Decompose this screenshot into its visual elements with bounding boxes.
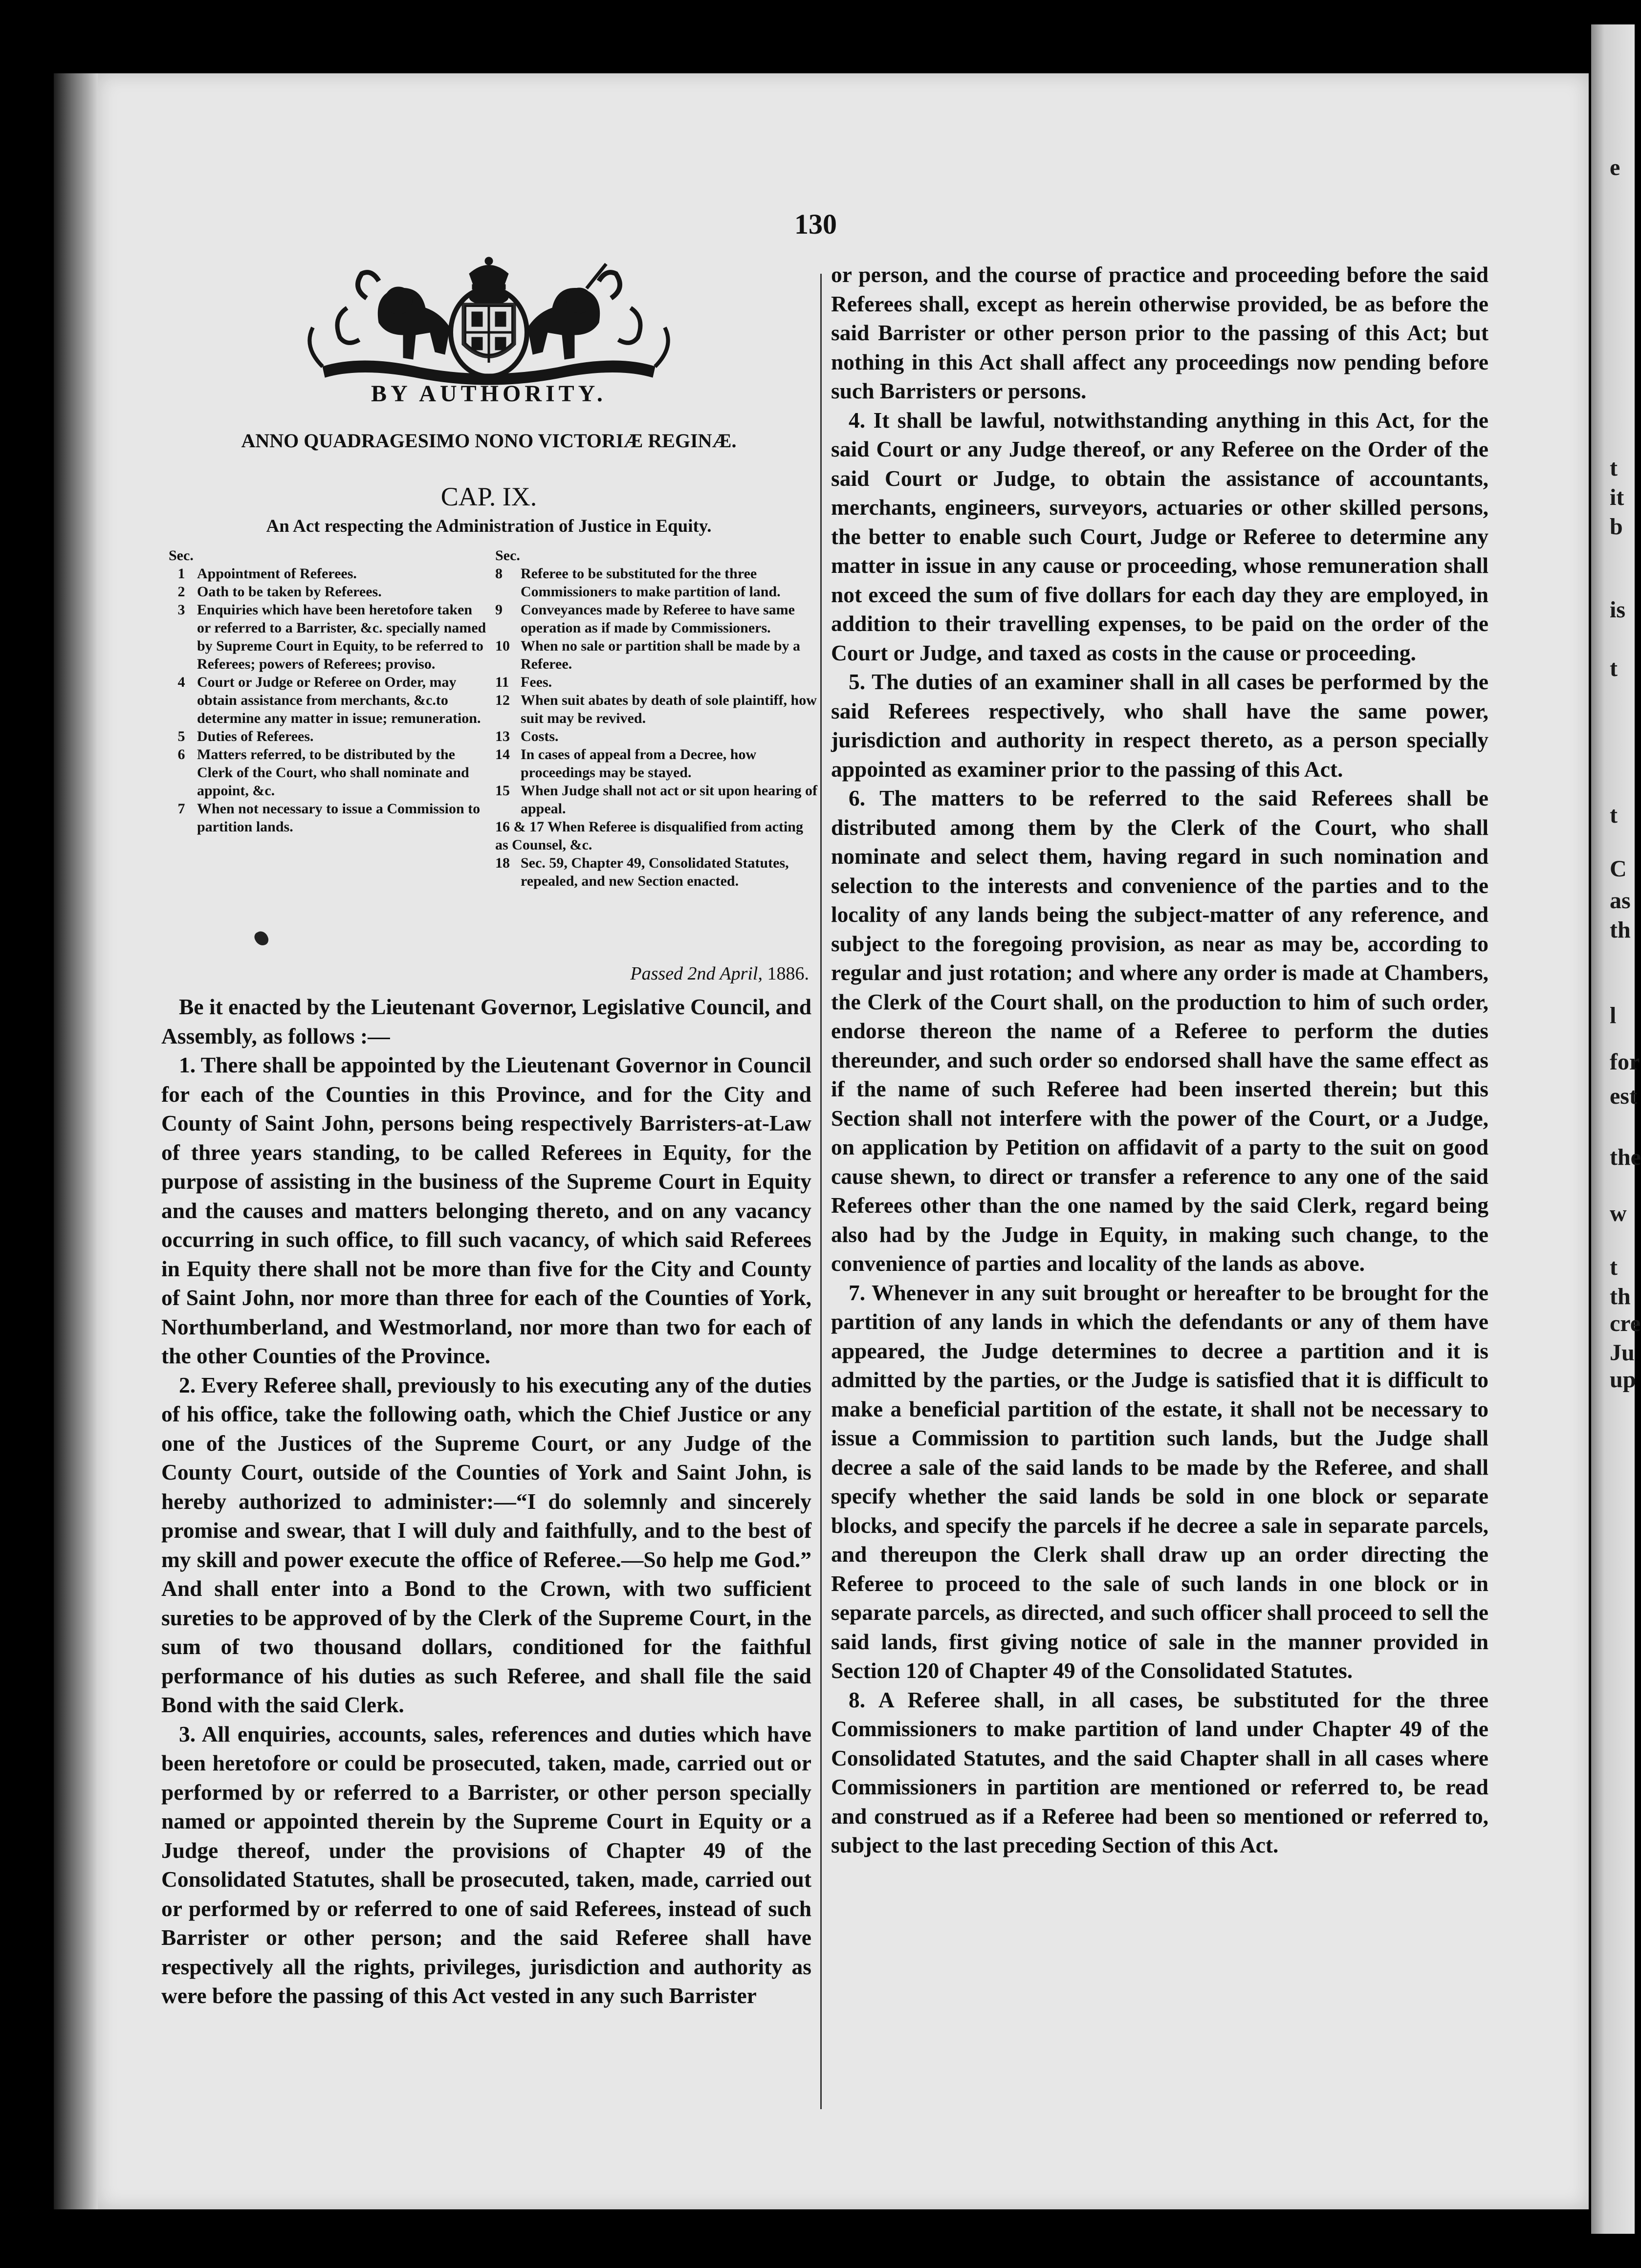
act-title: An Act respecting the Administration of Justice in Equity. <box>266 516 712 536</box>
toc-entry <box>495 637 818 673</box>
toc-entry-number: 9 <box>495 602 503 618</box>
toc-entry-text: When not necessary to issue a Commission to partition lands. <box>197 801 481 835</box>
page-number: 130 <box>794 208 837 240</box>
toc-entry-text: Matters referred, to be distributed by the Clerk of the Court, who shall nominate and appoint, &c. <box>197 746 469 799</box>
passed-date <box>161 963 809 984</box>
toc-entry-text: Sec. 59, Chapter 49, Consolidated Statutes, repealed, and new Section enacted. <box>521 855 789 889</box>
next-page-fragment: as <box>1610 888 1631 914</box>
toc-entry-number: 7 <box>177 801 185 817</box>
toc-entry-number: 18 <box>495 855 510 871</box>
royal-coat-of-arms-icon <box>293 254 684 386</box>
toc-entry-number: 6 <box>177 746 185 763</box>
toc-entry-text: Conveyances made by Referee to have same operation as if made by Commissioners. <box>521 602 795 636</box>
section-2: 2. Every Referee shall, previously to his executing any of the duties of his office, take the following oath, which the Chief Justice or any one of the Justices of the Supreme Court, or any Judge of the County Court, outside of the Counties of York and Saint John, is hereby authorized to administer:—“I do solemnly and sincerely promise and swear, that I will duly and faithfully, and to the best of my skill and power execute the office of Referee.—So help me God.” And shall enter into a Bond to the Crown, with two sufficient sureties to be approved of by the Clerk of the Supreme Court, in the sum of two thousand dollars, conditioned for the faithful performance of his duties as such Referee, and shall file the said Bond with the said Clerk. <box>161 1372 811 1717</box>
section-3-continued: or person, and the course of practice and proceeding before the said Referees shall, except as herein otherwise provided, be as before the said Barrister or other person prior to the passing of this Act; but nothing in this Act shall affect any proceedings now pending before such Barristers or persons. <box>831 262 1488 403</box>
toc-entry <box>495 727 818 745</box>
next-page-fragment: e <box>1610 154 1620 180</box>
toc-entry-number: 8 <box>495 566 503 582</box>
toc-entry <box>169 565 486 583</box>
section-index-right-column <box>495 546 818 890</box>
next-page-fragment: l <box>1610 1003 1617 1028</box>
next-page-fragment: up <box>1610 1367 1636 1393</box>
right-column-body <box>831 260 1488 1860</box>
next-page-fragment: t <box>1610 802 1618 828</box>
toc-entry <box>495 691 818 727</box>
toc-entry <box>169 745 486 800</box>
next-page-fragment: for <box>1610 1049 1640 1075</box>
toc-entry-text: Court or Judge or Referee on Order, may obtain assistance from merchants, &c.to determine any matter in issue; remuneration. <box>197 674 481 726</box>
next-page-fragment: cre <box>1610 1310 1641 1336</box>
section-3: 3. All enquiries, accounts, sales, references and duties which have been heretofore or could be prosecuted, taken, made, carried out or performed by or referred to a Barrister, or other person specially named or appointed therein by the Supreme Court in Equity or a Judge thereof, under the provisions of Chapter 49 of the Consolidated Statutes, shall be prosecuted, taken, made, carried out or performed by or referred to one of said Referees, instead of such Barrister or other person; and the said Referee shall have respectively all the rights, privileges, jurisdiction and authority as were before the passing of this Act vested in any such Barrister <box>161 1721 811 2008</box>
sec-label: Sec. <box>169 547 194 564</box>
section-1: 1. There shall be appointed by the Lieutenant Governor in Council for each of the Counties in this Province, and for the City and County of Saint John, persons being respectively Barristers-at-Law of three years standing, to be called Referees in Equity, for the purpose of assisting in the business of the Supreme Court in Equity and the causes and matters belonging thereto, and on any vacancy occurring in such office, to fill such vacancy, of which said Referees in Equity there shall not be more than five for the City and County of Saint John, nor more than three for each of the Counties of York, Northumberland, and Westmorland, nor more than two for each of the other Counties of the Province. <box>161 1052 811 1368</box>
toc-entry <box>169 800 486 836</box>
section-7: 7. Whenever in any suit brought or hereafter to be brought for the partition of any lands in which the defendants or any of them have appeared, the Judge determines to decree a partition and it is admitted by the parties, or the Judge is satisfied that it is difficult to make a beneficial partition of the estate, it shall not be necessary to issue a Commission to partition such lands, but the Judge shall decree a sale of the said lands to be made by the Referee, and shall specify whether the said lands be sold in one block or separate blocks, and specify the parcels if he decree a sale in separate parcels, and thereupon the Clerk shall draw up an order directing the Referee to proceed to the sale of such lands in one block or in separate parcels, as directed, and such officer shall proceed to sell the said lands, first giving notice of sale in the manner provided in Section 120 of Chapter 49 of the Consolidated Statutes. <box>831 1280 1488 1683</box>
toc-entry-text: Appointment of Referees. <box>197 566 357 582</box>
toc-entry <box>495 673 818 691</box>
toc-entry-text: Costs. <box>521 728 559 744</box>
left-column-body <box>161 992 811 2010</box>
next-page-fragment: t <box>1610 455 1618 481</box>
toc-entry <box>169 601 486 673</box>
toc-entry-text: When Referee is disqualified from acting as Counsel, &c. <box>495 819 803 853</box>
next-page-fragment: est <box>1610 1083 1637 1109</box>
toc-entry <box>495 818 818 854</box>
toc-entry-number: 3 <box>177 602 185 618</box>
section-6: 6. The matters to be referred to the said Referees shall be distributed among them by the Clerk of the Court, who shall nominate and select them, having regard in such nomination and selection to the interests and convenience of the parties and to the locality of any lands being the subject-matter of any reference, and subject to the foregoing provision, as near as may be, according to regular and just rotation; and where any order is made at Chambers, the Clerk of the Court shall, on the production to him of such order, endorse thereon the name of a Referee to perform the duties thereunder, and such order so endorsed shall have the same effect as if the name of such Referee had been inserted therein; but this Section shall not interfere with the power of the Court, or a Judge, on application by Petition on affidavit of a party to the suit on good cause shewn, to direct or transfer a reference to any one of the said Referees other than the one named by the said Clerk, regard being also had by the Judge in Equity, in making such change, to the convenience of parties and locality of the lands as above. <box>831 785 1488 1276</box>
next-page-fragment: w <box>1610 1200 1627 1226</box>
next-page-fragment: the <box>1610 1144 1641 1170</box>
next-page-fragment: is <box>1610 597 1626 623</box>
chapter-heading: CAP. IX. <box>440 482 537 511</box>
next-page-fragment: th <box>1610 1284 1631 1309</box>
next-page-fragment: Ju <box>1610 1340 1635 1366</box>
toc-entry <box>169 673 486 727</box>
section-8: 8. A Referee shall, in all cases, be substituted for the three Commissioners to make partition of land under Chapter 49 of the Consolidated Statutes, and the said Chapter shall in all cases where Commissioners in partition are mentioned or referred to, be read and construed as if a Referee had been so mentioned or referred to, subject to the last preceding Section of this Act. <box>831 1687 1488 1857</box>
adjacent-page-edge <box>1591 24 1641 2234</box>
toc-entry-text: When suit abates by death of sole plaintiff, how suit may be revived. <box>521 692 817 726</box>
toc-entry <box>495 782 818 818</box>
toc-entry <box>169 583 486 601</box>
enacting-clause: Be it enacted by the Lieutenant Governor, Legislative Council, and Assembly, as follows :— <box>161 994 811 1048</box>
toc-entry <box>169 727 486 745</box>
toc-entry-number: 1 <box>177 566 185 582</box>
toc-entry-text: In cases of appeal from a Decree, how proceedings may be stayed. <box>521 746 757 781</box>
section-4: 4. It shall be lawful, notwithstanding anything in this Act, for the said Court or any Judge thereof, or any Referee on the Order of the said Court or Judge, to obtain the assistance of accountants, merchants, engineers, surveyors, actuaries or other skilled persons, the better to enable such Court, Judge or Referee to determine any matter in issue in any cause or proceeding, whose remuneration shall not exceed the sum of five dollars for each day they are employed, in addition to their travelling expenses, to be paid on the order of the Court or Judge, and taxed as costs in the cause or proceeding. <box>831 407 1488 665</box>
column-divider <box>820 274 822 2109</box>
toc-entry-text: Referee to be substituted for the three Commissioners to make partition of land. <box>521 566 781 600</box>
toc-entry <box>495 565 818 601</box>
toc-entry-text: When no sale or partition shall be made by a Referee. <box>521 638 801 672</box>
toc-entry-text: Duties of Referees. <box>197 728 314 744</box>
next-page-fragment: t <box>1610 655 1618 681</box>
toc-entry-number: 13 <box>495 728 510 744</box>
passed-label: Passed 2nd April, <box>630 963 763 984</box>
section-5: 5. The duties of an examiner shall in all cases be performed by the said Referees respectively, who shall have the same power, jurisdiction and authority in respect thereto, as a person specially appointed as examiner prior to the passing of this Act. <box>831 669 1488 782</box>
toc-entry-text: Fees. <box>521 674 552 690</box>
next-page-fragment: t <box>1610 1254 1618 1280</box>
toc-entry-number: 15 <box>495 783 510 799</box>
toc-entry-text: When Judge shall not act or sit upon hearing of appeal. <box>521 783 818 817</box>
toc-entry-number: 10 <box>495 638 510 654</box>
next-page-fragment: th <box>1610 917 1631 943</box>
regnal-year-heading: ANNO QUADRAGESIMO NONO VICTORIÆ REGINÆ. <box>241 430 737 452</box>
sec-label: Sec. <box>495 547 520 564</box>
toc-entry-number: 12 <box>495 692 510 708</box>
toc-entry-number: 2 <box>177 584 185 600</box>
toc-entry <box>495 601 818 637</box>
section-index-left-column <box>169 546 486 836</box>
toc-entry <box>495 745 818 782</box>
toc-entry-text: Oath to be taken by Referees. <box>197 584 382 600</box>
next-page-fragment: C <box>1610 856 1627 882</box>
toc-entry-number: 11 <box>495 674 509 690</box>
toc-entry-text: Enquiries which have been heretofore taken or referred to a Barrister, &c. specially named by Supreme Court in Equity, to be referred to Referees; powers of Referees; proviso. <box>197 602 486 672</box>
toc-entry-number: 14 <box>495 746 510 763</box>
toc-entry <box>495 854 818 890</box>
next-page-fragment: b <box>1610 514 1623 540</box>
book-spine-edge <box>54 73 98 2209</box>
toc-entry-number: 16 & 17 <box>495 819 544 835</box>
by-authority-heading: BY AUTHORITY. <box>371 381 607 407</box>
toc-entry-number: 5 <box>177 728 185 744</box>
toc-entry-number: 4 <box>177 674 185 690</box>
next-page-fragment: it <box>1610 484 1624 510</box>
passed-year: 1886. <box>767 963 809 984</box>
